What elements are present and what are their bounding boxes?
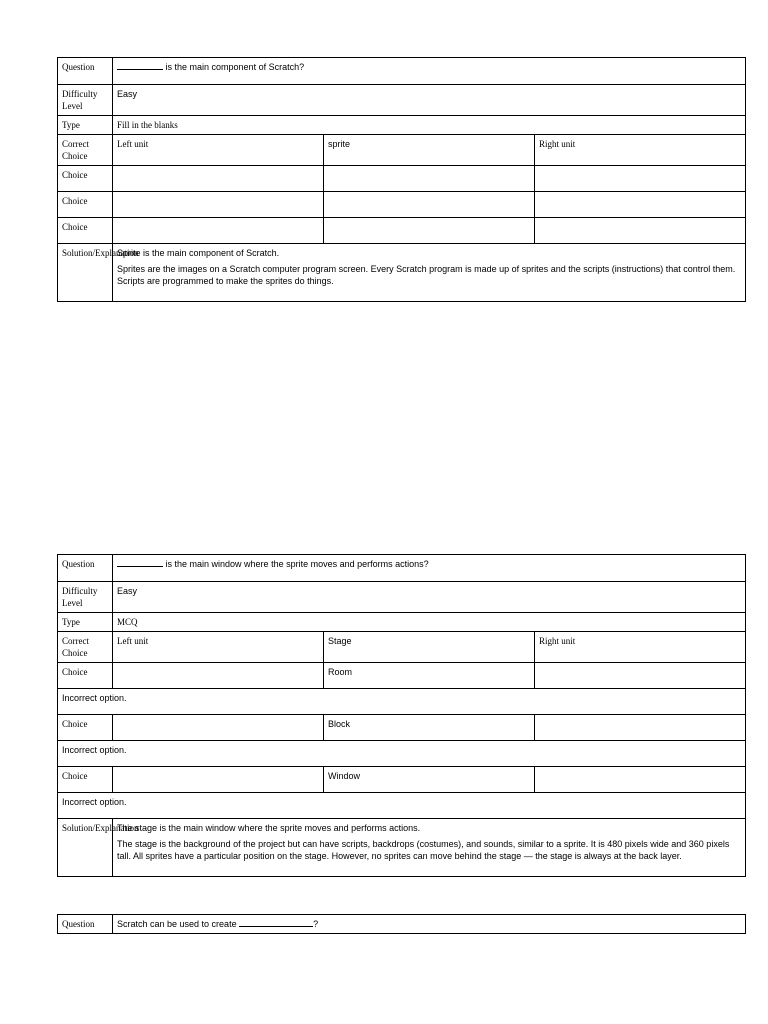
- choice-right-cell: [535, 663, 746, 689]
- question-table-2: [57, 554, 746, 877]
- type-value: Fill in the blanks: [113, 116, 746, 135]
- incorrect-option-note: Incorrect option.: [58, 793, 746, 819]
- question-text: is the main window where the sprite moves and performs actions?: [113, 555, 746, 582]
- question-table-1: [57, 57, 746, 302]
- solution-label: Solution/Explanation: [58, 244, 113, 302]
- difficulty-label: Difficulty Level: [58, 582, 113, 613]
- type-label: Type: [58, 116, 113, 135]
- choice-label: Choice: [58, 218, 113, 244]
- choice-label: Choice: [58, 166, 113, 192]
- choice-left-cell: [113, 218, 324, 244]
- answer-blank: [239, 918, 313, 927]
- choice-right-cell: [535, 767, 746, 793]
- choice-value: [324, 192, 535, 218]
- choice-value: [324, 218, 535, 244]
- choice-value: Room: [324, 663, 535, 689]
- choice-left-cell: [113, 166, 324, 192]
- choice-left-cell: [113, 192, 324, 218]
- choice-right-cell: [535, 218, 746, 244]
- correct-choice-label: Correct Choice: [58, 135, 113, 166]
- choice-value: Block: [324, 715, 535, 741]
- choice-left-cell: [113, 767, 324, 793]
- right-unit-cell: Right unit: [535, 135, 746, 166]
- choice-right-cell: [535, 166, 746, 192]
- type-value: MCQ: [113, 613, 746, 632]
- question-label: Question: [58, 58, 113, 85]
- answer-blank: [117, 61, 163, 70]
- type-label: Type: [58, 613, 113, 632]
- choice-right-cell: [535, 715, 746, 741]
- solution-label: Solution/Explanation: [58, 819, 113, 877]
- solution-text: The stage is the main window where the sprite moves and performs actions. The stage is the background of the project but can have scripts, backdrops (costumes), and sounds, similar to a sprite. It is 480 pixels wide and 360 pixels tall. All sprites have a particular position on the stage. However, no sprites can move behind the stage — the stage is always at the back layer.: [113, 819, 746, 877]
- choice-left-cell: [113, 715, 324, 741]
- left-unit-cell: Left unit: [113, 135, 324, 166]
- question-label: Question: [58, 915, 113, 934]
- left-unit-cell: Left unit: [113, 632, 324, 663]
- choice-label: Choice: [58, 192, 113, 218]
- difficulty-value: Easy: [113, 85, 746, 116]
- solution-text: Sprite is the main component of Scratch. Sprites are the images on a Scratch computer program screen. Every Scratch program is made up of sprites and the scripts (instructions) that control them. Scripts are programmed to make the sprites do things.: [113, 244, 746, 302]
- correct-choice-label: Correct Choice: [58, 632, 113, 663]
- answer-blank: [117, 558, 163, 567]
- difficulty-value: Easy: [113, 582, 746, 613]
- right-unit-cell: Right unit: [535, 632, 746, 663]
- choice-label: Choice: [58, 767, 113, 793]
- choice-label: Choice: [58, 663, 113, 689]
- incorrect-option-note: Incorrect option.: [58, 689, 746, 715]
- choice-value: Window: [324, 767, 535, 793]
- question-text: is the main component of Scratch?: [113, 58, 746, 85]
- choice-value: [324, 166, 535, 192]
- incorrect-option-note: Incorrect option.: [58, 741, 746, 767]
- choice-label: Choice: [58, 715, 113, 741]
- difficulty-label: Difficulty Level: [58, 85, 113, 116]
- choice-right-cell: [535, 192, 746, 218]
- choice-left-cell: [113, 663, 324, 689]
- correct-choice-value: sprite: [324, 135, 535, 166]
- question-label: Question: [58, 555, 113, 582]
- question-text: Scratch can be used to create ?: [113, 915, 746, 934]
- question-table-3: [57, 914, 746, 934]
- correct-choice-value: Stage: [324, 632, 535, 663]
